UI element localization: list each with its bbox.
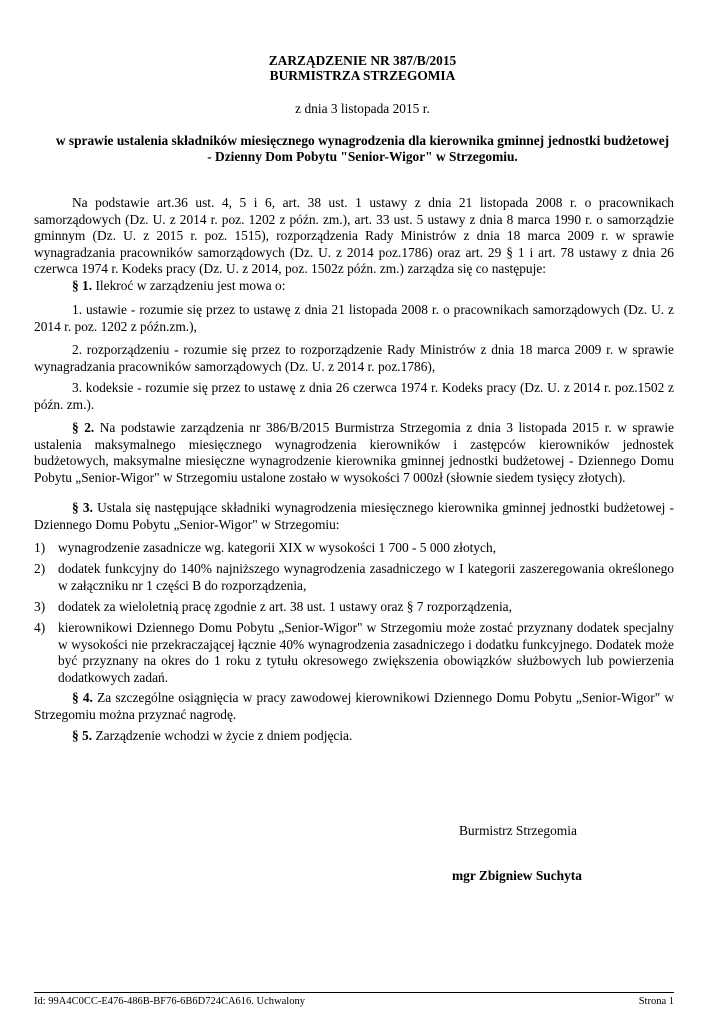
title-line-1: ZARZĄDZENIE NR 387/B/2015 <box>268 53 457 68</box>
list-item <box>34 599 674 616</box>
footer-page-number: Strona 1 <box>638 996 674 1007</box>
list-item-text: wynagrodzenie zasadnicze wg. kategorii XIX w wysokości 1 700 - 5 000 złotych, <box>58 540 497 555</box>
section-4-text: Za szczególne osiągnięcia w pracy zawodowej kierownikowi Dziennego Domu Pobytu „Senior-Wigor" w Strzegomiu można przyznać nagrodę. <box>34 690 674 722</box>
section-4-label: § 4. <box>72 690 93 705</box>
section-4 <box>34 690 674 723</box>
document-title <box>0 53 725 83</box>
section-1 <box>34 278 674 295</box>
title-line-2: BURMISTRZA STRZEGOMIA <box>269 68 456 83</box>
signature-position: Burmistrz Strzegomia <box>459 823 577 838</box>
preamble: Na podstawie art.36 ust. 4, 5 i 6, art. 38 ust. 1 ustawy z dnia 21 listopada 2008 r. o pracownikach samorządowych (Dz. U. z 2014 r. poz. 1202 z późn. zm.), art. 33 ust. 5 ustawy z dnia 8 marca 1990 r. o samorządzie gminnym (Dz. U. z 2015 r. poz. 1515), rozporządzenia Rady Ministrów z dnia 18 marca 2009 r. w sprawie wynagradzania pracowników samorządowych (Dz. U. z 2014 poz.1786) oraz art. 29 § 1 i art. 78 ustawy z dnia 26 czerwca 1974 r. Kodeks pracy (Dz. U. z 2014, poz. 1502z późn. zm.) zarządza się co następuje: <box>34 195 674 276</box>
section-2 <box>34 420 674 486</box>
list-item <box>34 561 674 594</box>
definition-1: 1. ustawie - rozumie się przez to ustawę z dnia 21 listopada 2008 r. o pracownikach samorządowych (Dz. U. z 2014 r. poz. 1202 z późn.zm.), <box>34 302 674 334</box>
list-item <box>34 620 674 686</box>
section-5-text: Zarządzenie wchodzi w życie z dniem podjęcia. <box>95 728 353 743</box>
section-5 <box>34 728 674 745</box>
section-3-label: § 3. <box>72 500 93 515</box>
footer-divider <box>34 992 674 993</box>
list-item-number: 2) <box>34 561 46 576</box>
list-item-number: 4) <box>34 620 46 635</box>
document-date: z dnia 3 listopada 2015 r. <box>295 101 430 116</box>
list-item-text: kierownikowi Dziennego Domu Pobytu „Senior-Wigor" w Strzegomiu może zostać przyznany dodatek specjalny w wysokości nie przekraczającej łącznie 40% wynagrodzenia zasadniczego i dodatku funkcyjnego. Dodatek może być przyznany na okres do 1 roku z tytułu okresowego zwiększenia obowiązków służbowych lub powierzenia dodatkowych zadań. <box>58 620 674 685</box>
list-item-number: 1) <box>34 540 46 555</box>
document-subject <box>0 133 725 165</box>
list-item-text: dodatek funkcyjny do 140% najniższego wynagrodzenia zasadniczego w I kategorii zaszeregowania określonego w załączniku nr 1 części B do rozporządzenia, <box>58 561 674 593</box>
section-5-label: § 5. <box>72 728 93 743</box>
definition-2: 2. rozporządzeniu - rozumie się przez to rozporządzenie Rady Ministrów z dnia 18 marca 2009 r. w sprawie wynagradzania pracowników samorządowych (Dz. U. z 2014 r. poz.1786), <box>34 342 674 374</box>
section-2-label: § 2. <box>72 420 95 435</box>
list-item-number: 3) <box>34 599 46 614</box>
section-1-text: Ilekroć w zarządzeniu jest mowa o: <box>95 278 286 293</box>
footer-document-id: Id: 99A4C0CC-E476-486B-BF76-6B6D724CA616. Uchwalony <box>34 996 305 1007</box>
list-item-text: dodatek za wieloletnią pracę zgodnie z art. 38 ust. 1 ustawy oraz § 7 rozporządzenia, <box>58 599 512 614</box>
section-3 <box>34 500 674 533</box>
subject-line-2: - Dzienny Dom Pobytu "Senior-Wigor" w Strzegomiu. <box>207 149 518 164</box>
subject-line-1: w sprawie ustalenia składników miesięcznego wynagrodzenia dla kierownika gminnej jednostki budżetowej <box>55 133 670 148</box>
section-1-label: § 1. <box>72 278 93 293</box>
list-item <box>34 540 674 557</box>
definition-3: 3. kodeksie - rozumie się przez to ustawę z dnia 26 czerwca 1974 r. Kodeks pracy (Dz. U. z 2014 r. poz.1502 z późn. zm.). <box>34 380 674 412</box>
section-3-text: Ustala się następujące składniki wynagrodzenia miesięcznego kierownika gminnej jednostki budżetowej - Dziennego Domu Pobytu „Senior-Wigor" w Strzegomiu: <box>34 500 674 532</box>
signature-name: mgr Zbigniew Suchyta <box>452 868 582 883</box>
section-2-text: Na podstawie zarządzenia nr 386/B/2015 Burmistrza Strzegomia z dnia 3 listopada 2015 r. w sprawie ustalenia maksymalnego miesięcznego wynagrodzenia kierowników i zastępców kierowników jednostek budżetowych, maksymalne miesięczne wynagrodzenie kierownika gminnej jednostki budżetowej - Dziennego Domu Pobytu „Senior-Wigor" w Strzegomiu ustalone zostało w wysokości 7 000zł (słownie siedem tysięcy złotych). <box>34 420 674 485</box>
